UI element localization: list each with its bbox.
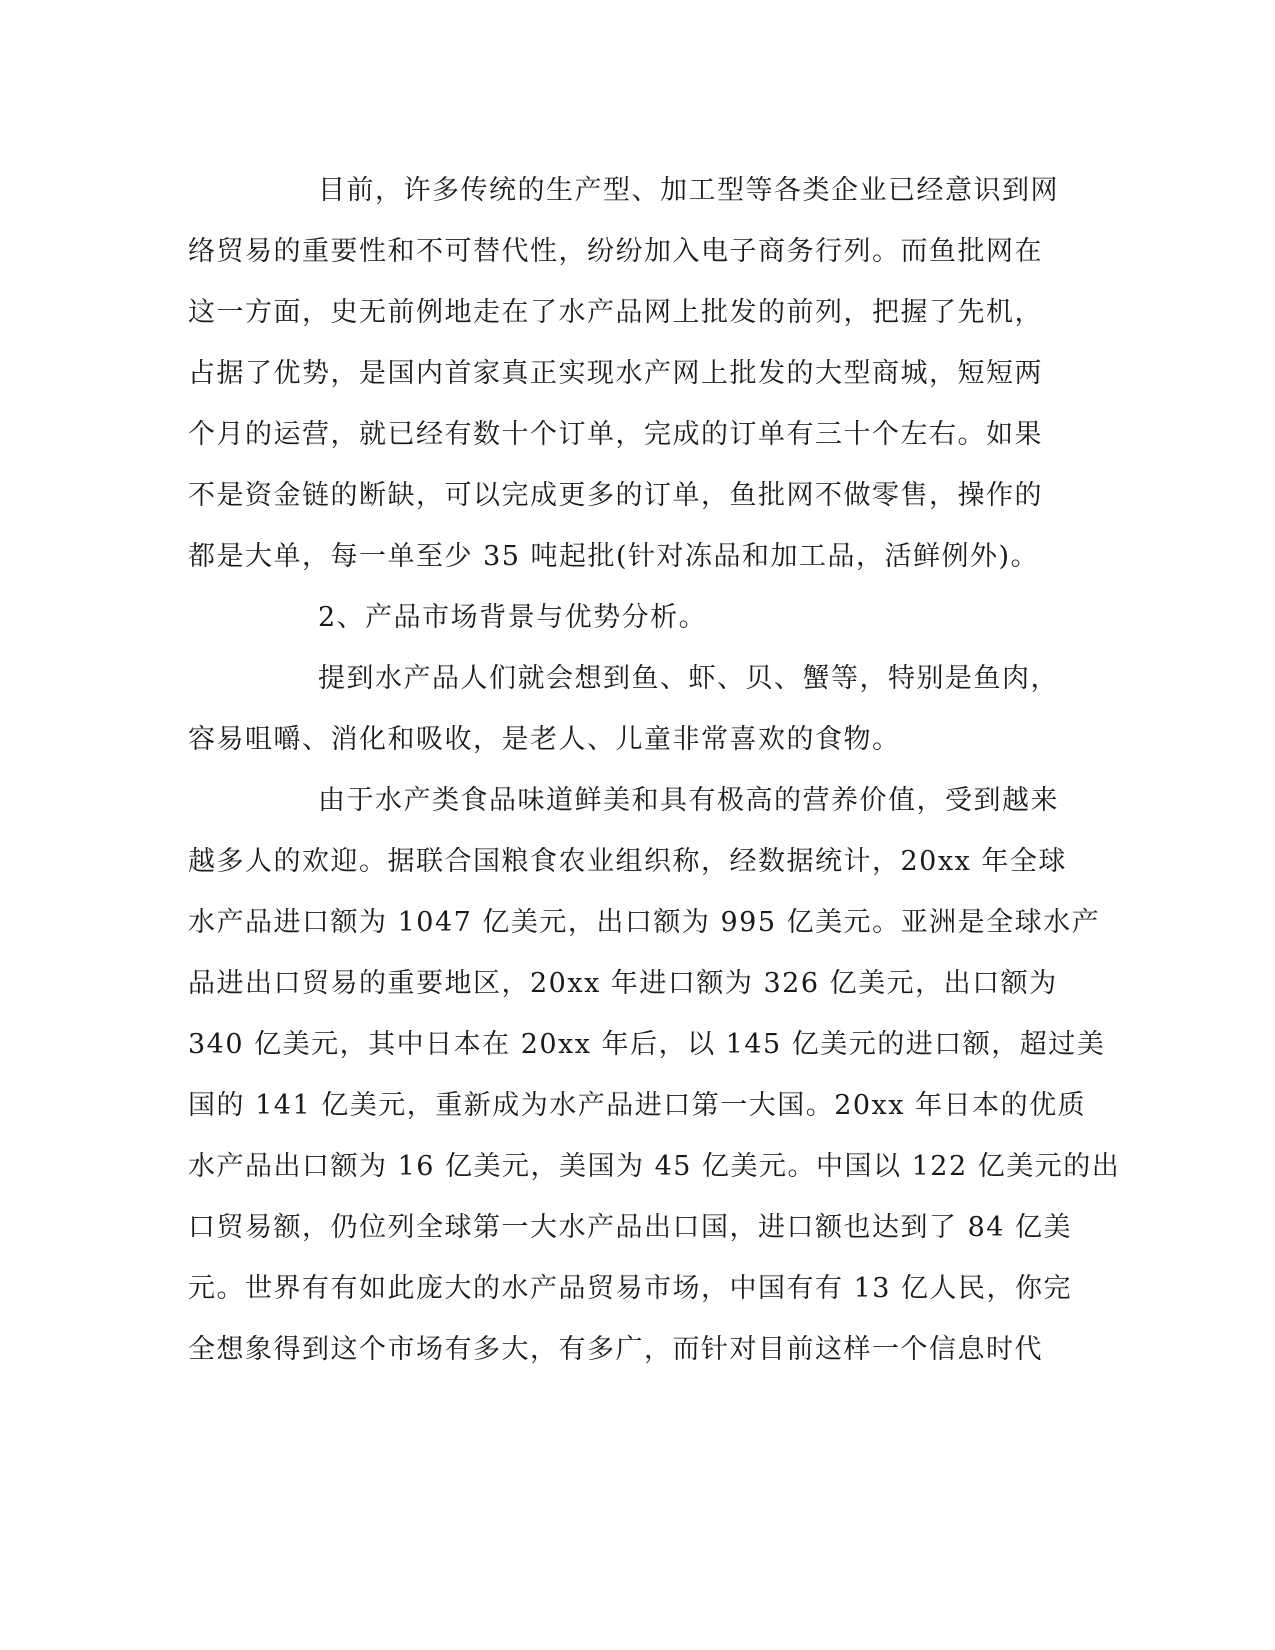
text-line: 都是大单，每一单至少 35 吨起批(针对冻品和加工品，活鲜例外)。 bbox=[188, 541, 1040, 572]
section-heading: 2、产品市场背景与优势分析。 bbox=[318, 602, 708, 633]
body-text bbox=[188, 160, 1121, 1380]
text-line: 国的 141 亿美元，重新成为水产品进口第一大国。20xx 年日本的优质 bbox=[188, 1090, 1087, 1121]
text-line: 目前，许多传统的生产型、加工型等各类企业已经意识到网 bbox=[318, 175, 1059, 206]
text-line: 品进出口贸易的重要地区，20xx 年进口额为 326 亿美元，出口额为 bbox=[188, 968, 1058, 999]
text-line: 这一方面，史无前例地走在了水产品网上批发的前列，把握了先机， bbox=[188, 297, 1043, 328]
text-line: 占据了优势，是国内首家真正实现水产网上批发的大型商城，短短两 bbox=[188, 358, 1043, 389]
text-line: 容易咀嚼、消化和吸收，是老人、儿童非常喜欢的食物。 bbox=[188, 724, 901, 755]
text-line: 由于水产类食品味道鲜美和具有极高的营养价值，受到越来 bbox=[318, 785, 1059, 816]
text-line: 提到水产品人们就会想到鱼、虾、贝、蟹等，特别是鱼肉， bbox=[318, 663, 1059, 694]
text-line: 全想象得到这个市场有多大，有多广，而针对目前这样一个信息时代 bbox=[188, 1334, 1043, 1365]
text-line: 水产品出口额为 16 亿美元，美国为 45 亿美元。中国以 122 亿美元的出 bbox=[188, 1151, 1121, 1182]
text-line: 不是资金链的断缺，可以完成更多的订单，鱼批网不做零售，操作的 bbox=[188, 480, 1043, 511]
text-line: 络贸易的重要性和不可替代性，纷纷加入电子商务行列。而鱼批网在 bbox=[188, 236, 1043, 267]
text-line: 水产品进口额为 1047 亿美元，出口额为 995 亿美元。亚洲是全球水产 bbox=[188, 907, 1101, 938]
text-line: 元。世界有有如此庞大的水产品贸易市场，中国有有 13 亿人民，你完 bbox=[188, 1273, 1073, 1304]
text-line: 个月的运营，就已经有数十个订单，完成的订单有三十个左右。如果 bbox=[188, 419, 1043, 450]
text-line: 口贸易额，仍位列全球第一大水产品出口国，进口额也达到了 84 亿美 bbox=[188, 1212, 1073, 1243]
text-line: 340 亿美元，其中日本在 20xx 年后，以 145 亿美元的进口额，超过美 bbox=[188, 1029, 1106, 1060]
text-line: 越多人的欢迎。据联合国粮食农业组织称，经数据统计，20xx 年全球 bbox=[188, 846, 1067, 877]
